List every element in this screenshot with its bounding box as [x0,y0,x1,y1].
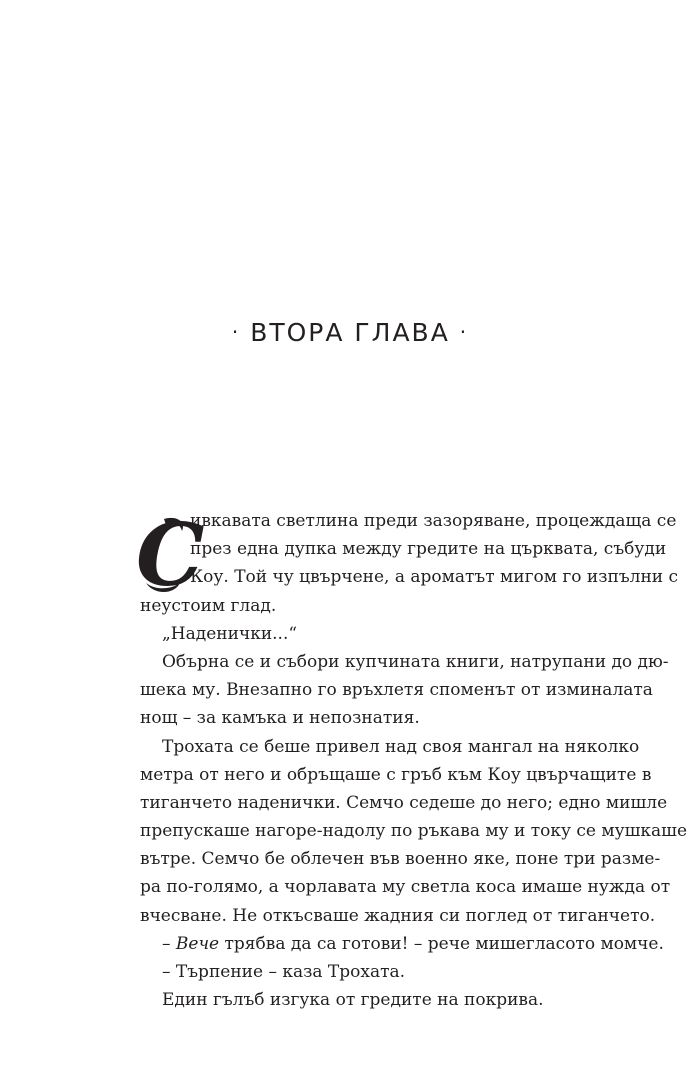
text-line-11: тиганчето наденички. Семчо седеше до него; едно мишле [140,792,668,813]
text-line-7: шека му. Внезапно го връхлетя споменът от изминалата [140,680,653,701]
text-line-16-rest: трябва да са готови! – рече мишегласото момче. [224,933,664,954]
text-line-2: през една дупка между гредите на църквата, събуди [190,539,667,560]
ornament-dot-right: · [459,320,469,344]
text-line-5: „Наденички...“ [162,623,298,644]
text-line-17: – Търпение – каза Трохата. [162,962,406,982]
text-line-18: Един гълъб изгука от гредите на покрива. [162,990,544,1011]
text-line-16: – Вече трябва да са готови! – рече мишегласото момче. [162,933,664,954]
text-line-4: неустоим глад. [140,595,277,616]
text-line-10: метра от него и обръщаше с гръб към Коу цвърчащите в [140,764,652,785]
drop-cap-ornament [134,505,205,606]
text-line-12: препускаше нагоре-надолу по ръкава му и току се мушкаше [140,821,688,842]
text-line-6: Обърна се и събори купчината книги, натрупани до дю- [162,651,669,672]
ornament-dot-left: · [231,320,241,344]
text-line-8: нощ – за камъка и непознатия. [140,708,420,729]
text-line-3: Коу. Той чу цвърчене, а ароматът мигом го изпълни с [190,567,679,588]
text-line-13: вътре. Семчо бе облечен във военно яке, поне три разме- [140,849,661,870]
chapter-title-text: ВТОРА ГЛАВА [250,318,450,347]
italic-word: Вече [175,933,220,954]
text-line-14: ра по-голямо, а чорлавата му светла коса имаше нужда от [140,877,671,898]
text-line-1: ивкавата светлина преди зазоряване, процеждаща се [190,511,677,531]
chapter-title [0,316,700,349]
text-line-9: Трохата се беше привел над своя мангал на няколко [162,736,640,757]
body-text [136,505,688,1014]
drop-cap-letter: С [136,505,205,606]
text-line-15: вчесване. Не откъсваше жадния си поглед от тиганчето. [140,905,656,926]
